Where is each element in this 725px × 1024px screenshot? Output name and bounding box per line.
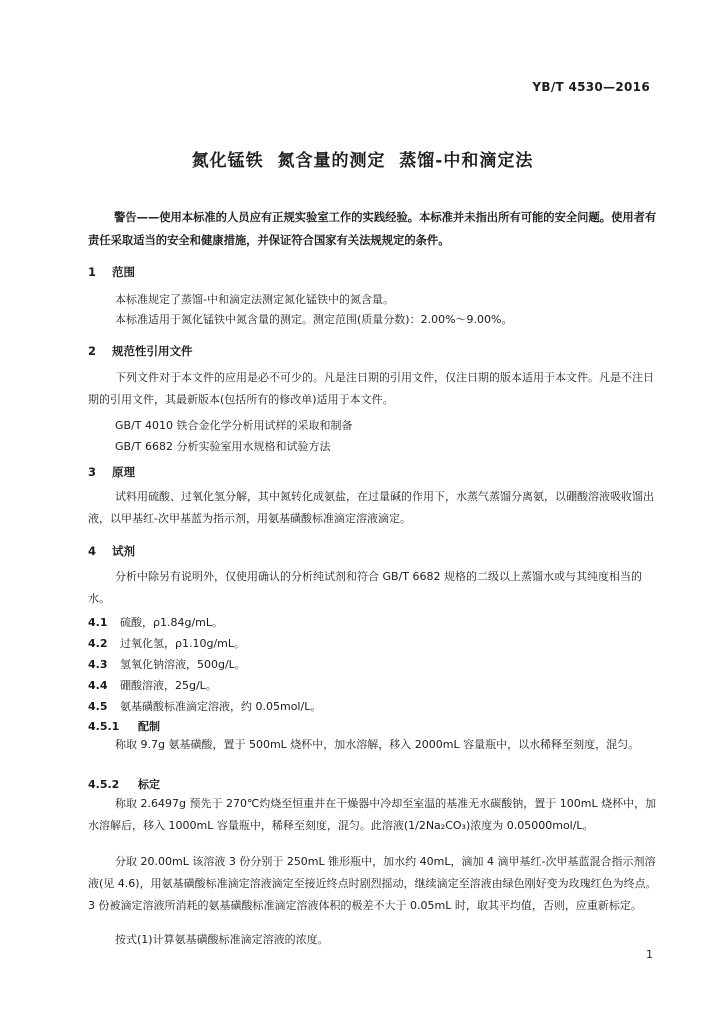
document-title: 氮化锰铁 氮含量的测定 蒸馏-中和滴定法 — [191, 151, 534, 171]
section-4-para-1: 分析中除另有说明外，仅使用确认的分析纯试剂和符合 GB/T 6682 规格的二级以上蒸馏水或与其纯度相当的水。 — [88, 570, 642, 605]
calibration-paragraph-1: 称取 2.6497g 预先于 270℃灼烧至恒重并在干燥器中冷却至室温的基准无水碳酸钠，置于 100mL 烧杯中，加水溶解后，移入 1000mL 容量瓶中，稀释至刻度，混匀。此溶液(1/2Na₂CO₃)浓度为 0.05000mol/L。 — [88, 797, 657, 832]
warning-paragraph: 警告——使用本标准的人员应有正规实验室工作的实践经验。本标准并未指出所有可能的安全问题。使用者有责任采取适当的安全和健康措施，并保证符合国家有关法规规定的条件。 — [88, 211, 657, 247]
subsection-title: 配制 — [138, 720, 160, 733]
item-number: 4.1 — [88, 616, 108, 629]
item-number: 4.5 — [88, 700, 108, 713]
preparation-paragraph: 称取 9.7g 氨基磺酸，置于 500mL 烧杯中，加水溶解，移入 2000mL 容量瓶中，以水稀释至刻度，混匀。 — [115, 738, 640, 751]
reagent-item — [88, 635, 245, 651]
section-1-para-1: 本标准规定了蒸馏-中和滴定法测定氮化锰铁中的氮含量。 — [115, 293, 394, 306]
section-4-heading — [88, 543, 135, 559]
reagent-item — [88, 698, 321, 714]
section-3-heading — [88, 464, 135, 480]
reference-gbt-4010: GB/T 4010 铁合金化学分析用试样的采取和制备 — [115, 419, 353, 432]
item-text: 硫酸，ρ1.84g/mL。 — [120, 616, 224, 629]
item-text: 过氧化氢，ρ1.10g/mL。 — [120, 637, 246, 650]
section-number: 2 — [88, 344, 97, 358]
section-title: 试剂 — [112, 544, 135, 558]
section-title: 原理 — [112, 465, 135, 479]
calibration-paragraph-2: 分取 20.00mL 该溶液 3 份分别于 250mL 锥形瓶中，加水约 40mL，滴加 4 滴甲基红-次甲基蓝混合指示剂溶液(见 4.6)，用氨基磺酸标准滴定溶液滴定至接近终点时剧烈摇动，继续滴定至溶液由绿色刚好变为玫瑰红色为终点。3 份被滴定溶液所消耗的氨基磺酸标准滴定溶液体积的极差不大于 0.05mL 时，取其平均值，否则，应重新标定。 — [88, 855, 657, 912]
item-number: 4.4 — [88, 679, 108, 692]
section-number: 3 — [88, 465, 97, 479]
item-text: 氨基磺酸标准滴定溶液，约 0.05mol/L。 — [120, 700, 322, 713]
item-number: 4.3 — [88, 658, 108, 671]
section-number: 4 — [88, 544, 97, 558]
subsection-4-5-2-heading — [88, 776, 160, 792]
subsection-number: 4.5.2 — [88, 778, 120, 791]
item-number: 4.2 — [88, 637, 108, 650]
section-1-heading — [88, 264, 135, 280]
section-title: 范围 — [112, 265, 135, 279]
subsection-title: 标定 — [138, 778, 160, 791]
reagent-item — [88, 677, 217, 693]
standard-code: YB/T 4530—2016 — [532, 80, 650, 94]
section-title: 规范性引用文件 — [112, 344, 193, 358]
section-2-heading — [88, 343, 193, 359]
section-3-para-1: 试料用硫酸、过氧化氢分解，其中氮转化成氨盐，在过量碱的作用下，水蒸气蒸馏分离氨，以硼酸溶液吸收馏出液，以甲基红-次甲基蓝为指示剂，用氨基磺酸标准滴定溶液滴定。 — [88, 490, 654, 525]
reagent-item — [88, 614, 223, 630]
section-number: 1 — [88, 265, 97, 279]
section-1-para-2: 本标准适用于氮化锰铁中氮含量的测定。测定范围(质量分数)：2.00%～9.00%。 — [115, 313, 513, 326]
reference-gbt-6682: GB/T 6682 分析实验室用水规格和试验方法 — [115, 440, 331, 453]
reagent-item — [88, 656, 246, 672]
item-text: 硼酸溶液，25g/L。 — [120, 679, 217, 692]
calibration-paragraph-3: 按式(1)计算氨基磺酸标准滴定溶液的浓度。 — [115, 933, 329, 946]
section-2-para-1: 下列文件对于本文件的应用是必不可少的。凡是注日期的引用文件，仅注日期的版本适用于本文件。凡是不注日期的引用文件，其最新版本(包括所有的修改单)适用于本文件。 — [88, 371, 654, 406]
subsection-4-5-1-heading — [88, 718, 160, 734]
item-text: 氢氧化钠溶液，500g/L。 — [120, 658, 246, 671]
page-number: 1 — [646, 948, 653, 961]
subsection-number: 4.5.1 — [88, 720, 120, 733]
